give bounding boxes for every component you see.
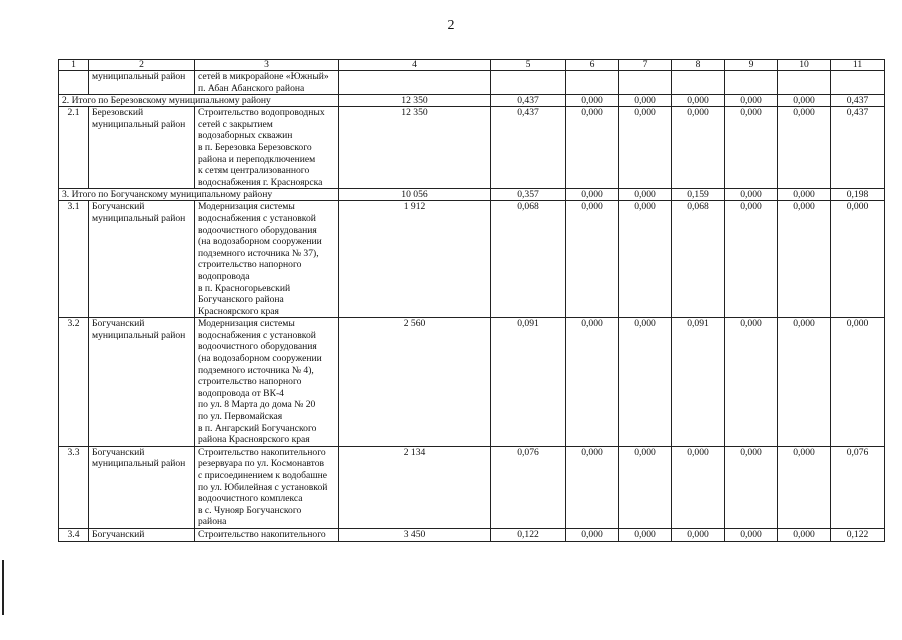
project-cell-line: района — [198, 516, 227, 528]
value-cell: 0,000 — [725, 318, 778, 447]
district-cell — [89, 107, 195, 189]
value-cell: 0,000 — [619, 201, 672, 318]
project-cell-line: в с. Чунояр Богучанского — [198, 504, 302, 516]
table-row — [59, 107, 885, 189]
header-cell-11: 11 — [831, 60, 885, 71]
value-cell: 0,076 — [491, 446, 566, 528]
value-cell: 12 350 — [339, 95, 491, 107]
project-cell-line: подземного источника № 4), — [198, 364, 314, 376]
value-cell: 1 912 — [339, 201, 491, 318]
header-cell-1: 1 — [59, 60, 89, 71]
header-row — [59, 60, 885, 71]
project-cell-line: водоочистного оборудования — [198, 224, 317, 236]
district-cell-line: Богучанский — [92, 446, 145, 458]
district-cell: муниципальный район — [89, 71, 195, 95]
project-cell-line: (на водозаборном сооружении — [198, 353, 322, 365]
project-cell-line: района Красноярского края — [198, 434, 310, 446]
value-cell — [339, 71, 491, 95]
value-cell: 0,000 — [619, 107, 672, 189]
value-cell: 12 350 — [339, 107, 491, 189]
value-cell: 0,000 — [778, 446, 831, 528]
project-cell-line: Строительство водопроводных — [198, 107, 325, 119]
project-cell-line: водопровода — [198, 270, 250, 282]
value-cell: 0,000 — [725, 189, 778, 201]
project-cell-line: водоснабжения с установкой — [198, 329, 316, 341]
value-cell: 0,000 — [778, 189, 831, 201]
value-cell: 0,000 — [619, 446, 672, 528]
value-cell: 2 560 — [339, 318, 491, 447]
project-cell-line: по ул. Юбилейная с установкой — [198, 481, 328, 493]
district-cell — [89, 528, 195, 541]
project-cell-line: п. Абан Абанского района — [198, 82, 305, 94]
value-cell: 2 134 — [339, 446, 491, 528]
project-cell-line: к сетям централизованного — [198, 165, 310, 177]
value-cell: 0,068 — [491, 201, 566, 318]
value-cell: 0,000 — [778, 107, 831, 189]
district-cell-line: муниципальный район — [92, 458, 186, 470]
value-cell: 0,000 — [725, 107, 778, 189]
project-cell-line: строительство напорного — [198, 376, 302, 388]
project-cell-line: водоснабжения с установкой — [198, 212, 316, 224]
project-cell-line: по ул. 8 Марта до дома № 20 — [198, 399, 316, 411]
value-cell: 0,000 — [831, 318, 885, 447]
value-cell: 0,000 — [566, 318, 619, 447]
district-cell-line: муниципальный район — [92, 118, 186, 130]
value-cell: 0,000 — [619, 189, 672, 201]
value-cell: 0,000 — [566, 201, 619, 318]
project-cell — [195, 201, 339, 318]
value-cell: 0,122 — [491, 528, 566, 541]
value-cell: 0,000 — [566, 107, 619, 189]
page-number: 2 — [447, 18, 455, 33]
data-table — [58, 59, 885, 542]
district-cell — [89, 318, 195, 447]
num-cell — [59, 71, 89, 95]
project-cell-line: водозаборных скважин — [198, 130, 293, 142]
num-cell: 3.4 — [59, 528, 89, 541]
header-cell-5: 5 — [491, 60, 566, 71]
header-cell-9: 9 — [725, 60, 778, 71]
value-cell: 0,198 — [831, 189, 885, 201]
district-cell-line: Богучанский — [92, 528, 145, 540]
value-cell: 0,000 — [566, 446, 619, 528]
value-cell — [619, 71, 672, 95]
table-row — [59, 446, 885, 528]
value-cell: 0,000 — [672, 95, 725, 107]
project-cell-line: водоочистного оборудования — [198, 341, 317, 353]
project-cell-line: резервуара по ул. Космонавтов — [198, 458, 325, 470]
value-cell: 0,000 — [778, 318, 831, 447]
project-cell-line: Богучанского района — [198, 294, 284, 306]
subtotal-row — [59, 95, 885, 107]
value-cell: 0,357 — [491, 189, 566, 201]
project-cell-line: Строительство накопительного — [198, 446, 326, 458]
value-cell: 0,000 — [831, 201, 885, 318]
project-cell — [195, 107, 339, 189]
value-cell: 0,437 — [491, 95, 566, 107]
num-cell: 3.2 — [59, 318, 89, 447]
project-cell-line: района и переподключением — [198, 153, 316, 165]
value-cell: 0,000 — [725, 446, 778, 528]
district-cell — [89, 446, 195, 528]
table-row — [59, 201, 885, 318]
table-row — [59, 528, 885, 541]
district-cell — [89, 201, 195, 318]
project-cell — [195, 528, 339, 541]
project-cell — [195, 446, 339, 528]
district-cell-line: Богучанский — [92, 318, 145, 330]
value-cell: 0,437 — [831, 107, 885, 189]
value-cell — [831, 71, 885, 95]
value-cell: 0,000 — [778, 528, 831, 541]
header-cell-6: 6 — [566, 60, 619, 71]
subtotal-label: 2. Итого по Березовскому муниципальному району — [59, 95, 339, 107]
value-cell: 0,000 — [619, 95, 672, 107]
value-cell: 0,000 — [566, 95, 619, 107]
value-cell: 0,000 — [725, 528, 778, 541]
project-cell-line: Красноярского края — [198, 305, 279, 317]
value-cell: 3 450 — [339, 528, 491, 541]
project-cell — [195, 71, 339, 95]
header-cell-4: 4 — [339, 60, 491, 71]
project-cell-line: с присоединением к водобашне — [198, 470, 328, 481]
value-cell: 0,000 — [672, 528, 725, 541]
scan-edge-mark — [2, 560, 4, 615]
value-cell: 0,000 — [672, 446, 725, 528]
num-cell: 2.1 — [59, 107, 89, 189]
project-cell-line: Модернизация системы — [198, 318, 295, 330]
project-cell-line: Строительство накопительного — [198, 528, 326, 540]
project-cell-line: в п. Березовка Березовского — [198, 141, 312, 153]
value-cell: 0,068 — [672, 201, 725, 318]
value-cell: 0,000 — [672, 107, 725, 189]
subtotal-label: 3. Итого по Богучанскому муниципальному району — [59, 189, 339, 201]
value-cell: 0,000 — [778, 201, 831, 318]
project-cell-line: в п. Красногорьевский — [198, 282, 291, 294]
project-cell-line: сетей с закрытием — [198, 118, 273, 130]
project-cell-line: строительство напорного — [198, 259, 302, 271]
project-cell-line: сетей в микрорайоне «Южный» — [198, 71, 329, 82]
project-cell — [195, 318, 339, 447]
value-cell — [778, 71, 831, 95]
header-cell-2: 2 — [89, 60, 195, 71]
district-cell-line: муниципальный район — [92, 212, 186, 224]
value-cell: 0,159 — [672, 189, 725, 201]
value-cell: 0,437 — [831, 95, 885, 107]
project-cell-line: водопровода от ВК-4 — [198, 387, 284, 399]
value-cell — [491, 71, 566, 95]
project-cell-line: в п. Ангарский Богучанского — [198, 422, 317, 434]
value-cell: 0,000 — [566, 189, 619, 201]
header-cell-3: 3 — [195, 60, 339, 71]
value-cell: 0,000 — [778, 95, 831, 107]
value-cell: 0,000 — [725, 95, 778, 107]
value-cell: 0,000 — [619, 528, 672, 541]
value-cell: 0,091 — [672, 318, 725, 447]
project-cell-line: водоснабжения г. Красноярска — [198, 176, 323, 188]
value-cell: 10 056 — [339, 189, 491, 201]
project-cell-line: Модернизация системы — [198, 201, 295, 213]
subtotal-row — [59, 189, 885, 201]
district-cell-line: муниципальный район — [92, 329, 186, 341]
project-cell-line: водоочистного комплекса — [198, 493, 303, 505]
num-cell: 3.1 — [59, 201, 89, 318]
header-cell-7: 7 — [619, 60, 672, 71]
header-cell-10: 10 — [778, 60, 831, 71]
value-cell: 0,122 — [831, 528, 885, 541]
num-cell: 3.3 — [59, 446, 89, 528]
value-cell: 0,437 — [491, 107, 566, 189]
district-cell-line: Богучанский — [92, 201, 145, 213]
project-cell-line: по ул. Первомайская — [198, 411, 283, 423]
value-cell: 0,000 — [619, 318, 672, 447]
header-cell-8: 8 — [672, 60, 725, 71]
district-cell-line: Березовский — [92, 107, 144, 119]
value-cell — [725, 71, 778, 95]
table-row — [59, 318, 885, 447]
project-cell-line: (на водозаборном сооружении — [198, 236, 322, 248]
value-cell: 0,076 — [831, 446, 885, 528]
table-row-continued — [59, 71, 885, 95]
value-cell — [566, 71, 619, 95]
project-cell-line: подземного источника № 37), — [198, 247, 319, 259]
value-cell: 0,091 — [491, 318, 566, 447]
value-cell: 0,000 — [725, 201, 778, 318]
value-cell: 0,000 — [566, 528, 619, 541]
value-cell — [672, 71, 725, 95]
